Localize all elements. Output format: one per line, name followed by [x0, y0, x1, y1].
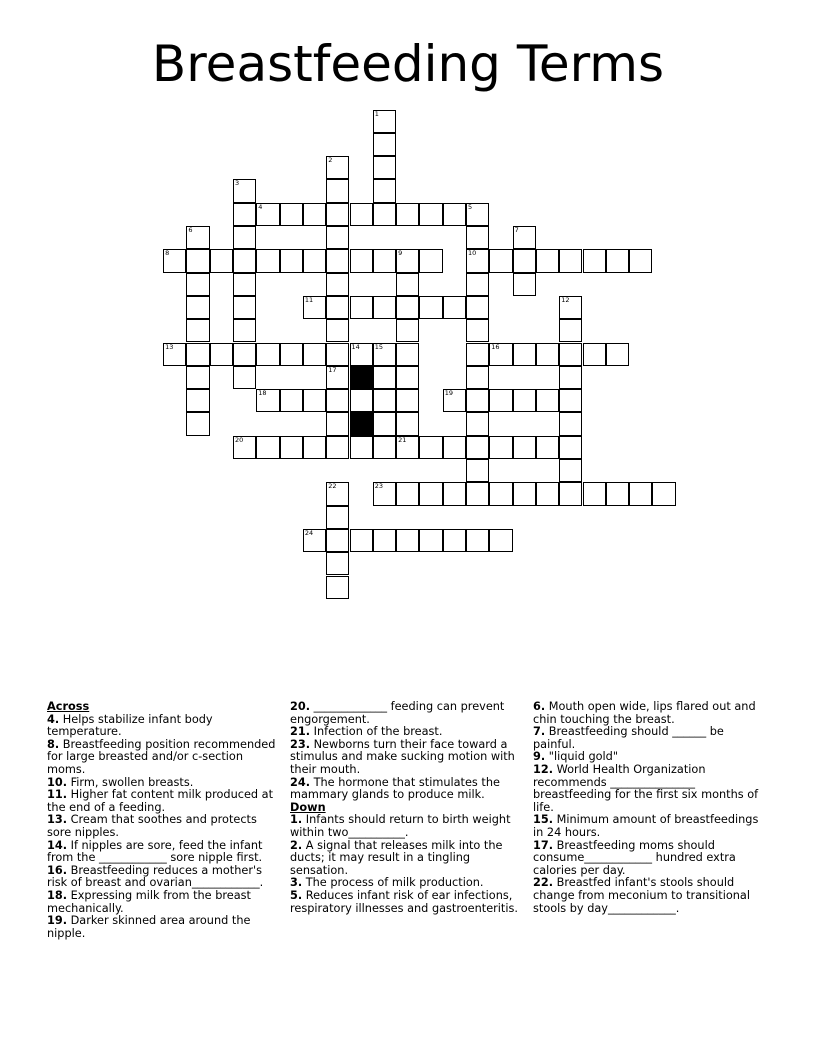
grid-cell[interactable]	[326, 552, 349, 575]
clue-text: Newborns turn their face toward a stimulus and make sucking motion with their mouth.	[290, 737, 515, 776]
grid-cell[interactable]	[466, 296, 489, 319]
clue-number: 20.	[290, 700, 311, 713]
clue-down	[533, 840, 765, 878]
grid-cell[interactable]	[256, 343, 279, 366]
grid-cell[interactable]	[326, 412, 349, 435]
grid-cell[interactable]	[419, 529, 442, 552]
grid-cell[interactable]	[443, 436, 466, 459]
black-cell	[350, 412, 373, 435]
clue-column-3	[533, 701, 765, 915]
grid-cell[interactable]	[210, 343, 233, 366]
clue-text: Helps stabilize infant body temperature.	[47, 712, 213, 739]
grid-cell[interactable]	[396, 203, 419, 226]
grid-cell[interactable]	[233, 203, 256, 226]
grid-cell[interactable]	[513, 273, 536, 296]
clue-down	[533, 764, 765, 814]
grid-cell[interactable]	[466, 343, 489, 366]
clue-text: Reduces infant risk of ear infections, respiratory illnesses and gastroenteritis.	[290, 888, 518, 915]
grid-cell[interactable]	[210, 249, 233, 272]
grid-cell[interactable]	[559, 436, 582, 459]
grid-cell[interactable]	[303, 436, 326, 459]
clue-across	[47, 865, 279, 890]
clue-down	[533, 701, 765, 726]
grid-cell[interactable]	[536, 436, 559, 459]
grid-cell[interactable]	[303, 249, 326, 272]
clue-number: 21.	[290, 725, 311, 739]
grid-cell[interactable]	[536, 343, 559, 366]
clue-across	[47, 789, 279, 814]
grid-cell[interactable]	[326, 203, 349, 226]
grid-cell[interactable]	[466, 203, 489, 226]
grid-cell[interactable]	[513, 482, 536, 505]
clue-down	[290, 890, 522, 915]
grid-cell[interactable]	[186, 412, 209, 435]
grid-cell[interactable]	[559, 412, 582, 435]
grid-cell[interactable]	[186, 319, 209, 342]
grid-cell[interactable]	[559, 389, 582, 412]
clue-number: 1	[374, 109, 379, 118]
grid-cell[interactable]	[233, 366, 256, 389]
grid-cell[interactable]	[419, 296, 442, 319]
grid-cell[interactable]	[583, 249, 606, 272]
clue-number: 12	[561, 295, 570, 304]
grid-cell[interactable]	[443, 389, 466, 412]
grid-cell[interactable]	[233, 179, 256, 202]
clue-text: Mouth open wide, lips flared out and chin touching the breast.	[533, 700, 756, 726]
grid-cell[interactable]	[489, 249, 512, 272]
grid-cell[interactable]	[186, 273, 209, 296]
grid-cell[interactable]	[350, 203, 373, 226]
grid-cell[interactable]	[233, 226, 256, 249]
grid-cell[interactable]	[606, 482, 629, 505]
clue-text: Cream that soothes and protects sore nipples.	[47, 813, 257, 839]
clue-text: Breastfeeding reduces a mother's risk of breast and ovarian____________.	[47, 863, 264, 890]
clue-text: Darker skinned area around the nipple.	[47, 914, 251, 940]
grid-cell[interactable]	[396, 296, 419, 319]
grid-cell[interactable]	[466, 459, 489, 482]
grid-cell[interactable]	[303, 389, 326, 412]
grid-cell[interactable]	[186, 389, 209, 412]
grid-cell[interactable]	[559, 366, 582, 389]
grid-cell[interactable]	[280, 249, 303, 272]
clue-number: 19	[444, 389, 453, 398]
clue-text: World Health Organization recommends _______________ breastfeeding for the first six months of life.	[533, 762, 759, 814]
grid-cell[interactable]	[466, 319, 489, 342]
clue-number: 5.	[290, 888, 303, 902]
grid-cell[interactable]	[536, 482, 559, 505]
grid-cell[interactable]	[513, 436, 536, 459]
clue-text: "liquid gold"	[545, 750, 619, 764]
clue-number: 23.	[290, 737, 311, 751]
grid-cell[interactable]	[233, 319, 256, 342]
clue-number: 8.	[47, 737, 60, 751]
grid-cell[interactable]	[280, 389, 303, 412]
clue-number: 4	[258, 202, 263, 211]
grid-cell[interactable]	[559, 459, 582, 482]
clue-down	[290, 814, 522, 839]
grid-cell[interactable]	[163, 249, 186, 272]
clue-text: Infants should return to birth weight within two__________.	[290, 813, 511, 839]
clue-number: 18	[258, 389, 267, 398]
page-title: Breastfeeding Terms	[151, 35, 665, 93]
grid-cell[interactable]	[466, 226, 489, 249]
grid-cell[interactable]	[326, 436, 349, 459]
grid-cell[interactable]	[256, 249, 279, 272]
grid-cell[interactable]	[326, 506, 349, 529]
clue-down	[533, 814, 765, 839]
grid-cell[interactable]	[326, 179, 349, 202]
clue-down	[533, 726, 765, 751]
clue-column-1	[47, 701, 279, 940]
clue-number: 21	[398, 435, 407, 444]
grid-cell[interactable]	[419, 436, 442, 459]
grid-cell[interactable]	[350, 389, 373, 412]
grid-cell[interactable]	[373, 482, 396, 505]
clue-across	[47, 714, 279, 739]
clue-across	[47, 915, 279, 940]
clue-number: 15	[374, 342, 384, 351]
grid-cell[interactable]	[489, 529, 512, 552]
grid-cell[interactable]	[326, 226, 349, 249]
grid-cell[interactable]	[326, 389, 349, 412]
grid-cell[interactable]	[326, 296, 349, 319]
grid-cell[interactable]	[396, 412, 419, 435]
grid-cell[interactable]	[513, 389, 536, 412]
grid-cell[interactable]	[373, 529, 396, 552]
grid-cell[interactable]	[559, 249, 582, 272]
grid-cell[interactable]	[443, 203, 466, 226]
clue-number: 6	[188, 226, 193, 234]
grid-cell[interactable]	[280, 203, 303, 226]
clue-text: Breastfeeding moms should consume____________ hundred extra calories per day.	[533, 838, 736, 877]
clue-number: 16	[491, 342, 500, 351]
grid-cell[interactable]	[396, 482, 419, 505]
grid-cell[interactable]	[606, 249, 629, 272]
clue-number: 10	[468, 249, 477, 258]
clue-text: A signal that releases milk into the ducts; it may result in a tingling sensation.	[290, 838, 503, 877]
grid-cell[interactable]	[373, 249, 396, 272]
black-cell	[350, 366, 373, 389]
grid-cell[interactable]	[559, 319, 582, 342]
clue-text: Higher fat content milk produced at the end of a feeding.	[47, 788, 274, 814]
clue-number: 14	[351, 342, 360, 351]
grid-cell[interactable]	[419, 249, 442, 272]
grid-cell[interactable]	[373, 389, 396, 412]
clue-number: 9	[398, 249, 403, 258]
grid-cell[interactable]	[396, 273, 419, 296]
grid-cell[interactable]	[303, 203, 326, 226]
clue-text: The hormone that stimulates the mammary glands to produce milk.	[290, 775, 500, 802]
grid-cell[interactable]	[256, 203, 279, 226]
clue-number: 22	[328, 482, 337, 491]
grid-cell[interactable]	[186, 249, 209, 272]
clue-number: 13.	[47, 813, 68, 827]
clue-down	[533, 877, 765, 915]
grid-cell[interactable]	[326, 482, 349, 505]
grid-cell[interactable]	[326, 366, 349, 389]
grid-cell[interactable]	[373, 179, 396, 202]
grid-cell[interactable]	[326, 529, 349, 552]
clue-number: 13	[165, 342, 174, 351]
grid-cell[interactable]	[629, 482, 652, 505]
clue-across	[290, 701, 522, 726]
grid-cell[interactable]	[233, 343, 256, 366]
clue-text: If nipples are sore, feed the infant from the ____________ sore nipple first.	[47, 838, 263, 865]
grid-cell[interactable]	[186, 366, 209, 389]
grid-cell[interactable]	[233, 296, 256, 319]
grid-cell[interactable]	[652, 482, 675, 505]
clue-text: Breastfeeding should ______ be painful.	[533, 725, 724, 751]
grid-cell[interactable]	[396, 343, 419, 366]
grid-cell[interactable]	[373, 296, 396, 319]
grid-cell[interactable]	[186, 343, 209, 366]
grid-cell[interactable]	[419, 203, 442, 226]
grid-cell[interactable]	[559, 482, 582, 505]
grid-cell[interactable]	[489, 436, 512, 459]
clue-number: 6.	[533, 700, 546, 713]
clue-number: 7.	[533, 725, 546, 739]
clue-number: 17	[328, 365, 337, 374]
grid-cell[interactable]	[350, 343, 373, 366]
clue-number: 15.	[533, 813, 554, 827]
clue-number: 24	[304, 528, 314, 537]
grid-cell[interactable]	[559, 343, 582, 366]
clue-number: 14.	[47, 838, 68, 852]
grid-cell[interactable]	[583, 482, 606, 505]
grid-cell[interactable]	[606, 343, 629, 366]
clue-number: 9.	[533, 750, 546, 764]
grid-cell[interactable]	[466, 529, 489, 552]
clue-text: Expressing milk from the breast mechanically.	[47, 888, 251, 915]
grid-cell[interactable]	[373, 203, 396, 226]
grid-cell[interactable]	[326, 156, 349, 179]
clue-text: Breastfed infant's stools should change from meconium to transitional stools by day____________.	[533, 876, 750, 915]
grid-cell[interactable]	[466, 482, 489, 505]
clue-text: Firm, swollen breasts.	[67, 775, 194, 789]
clue-column-2	[290, 701, 522, 915]
grid-cell[interactable]	[350, 529, 373, 552]
grid-cell[interactable]	[466, 273, 489, 296]
clue-number: 8	[165, 249, 170, 258]
grid-cell[interactable]	[466, 249, 489, 272]
clue-number: 2.	[290, 838, 303, 852]
clue-across	[47, 840, 279, 865]
clue-across	[47, 890, 279, 915]
grid-cell[interactable]	[326, 576, 349, 599]
grid-cell[interactable]	[373, 156, 396, 179]
clue-text: Minimum amount of breastfeedings in 24 hours.	[533, 813, 759, 839]
clue-number: 3.	[290, 876, 303, 890]
clue-number: 11.	[47, 788, 68, 802]
clue-number: 16.	[47, 863, 68, 877]
grid-cell[interactable]	[373, 412, 396, 435]
grid-cell[interactable]	[489, 343, 512, 366]
clue-down	[290, 840, 522, 878]
clue-number: 23	[374, 482, 384, 491]
clue-number: 3	[235, 179, 240, 188]
grid-cell[interactable]	[396, 389, 419, 412]
clue-text: The process of milk production.	[302, 876, 484, 890]
grid-cell[interactable]	[466, 389, 489, 412]
clue-number: 1.	[290, 813, 303, 827]
clue-text: Infection of the breast.	[310, 725, 443, 739]
grid-cell[interactable]	[443, 529, 466, 552]
grid-cell[interactable]	[186, 296, 209, 319]
grid-cell[interactable]	[326, 273, 349, 296]
grid-cell[interactable]	[443, 296, 466, 319]
grid-cell[interactable]	[303, 529, 326, 552]
grid-cell[interactable]	[326, 319, 349, 342]
clue-heading: Down	[290, 800, 326, 814]
grid-cell[interactable]	[536, 389, 559, 412]
grid-cell[interactable]	[280, 436, 303, 459]
clue-across	[290, 739, 522, 777]
grid-cell[interactable]	[559, 296, 582, 319]
grid-cell[interactable]	[373, 133, 396, 156]
clue-across	[47, 739, 279, 777]
clue-number: 24.	[290, 775, 311, 789]
grid-cell[interactable]	[233, 436, 256, 459]
grid-cell[interactable]	[326, 249, 349, 272]
grid-cell[interactable]	[629, 249, 652, 272]
grid-cell[interactable]	[373, 110, 396, 133]
clue-number: 5	[468, 202, 473, 211]
grid-cell[interactable]	[396, 319, 419, 342]
grid-cell[interactable]	[536, 249, 559, 272]
grid-cell[interactable]	[489, 389, 512, 412]
grid-cell[interactable]	[350, 296, 373, 319]
grid-cell[interactable]	[280, 343, 303, 366]
grid-cell[interactable]	[443, 482, 466, 505]
clue-number: 4.	[47, 712, 60, 726]
clue-heading: Across	[47, 700, 90, 713]
clue-number: 19.	[47, 914, 68, 928]
grid-cell[interactable]	[396, 436, 419, 459]
grid-cell[interactable]	[373, 366, 396, 389]
clue-across	[290, 777, 522, 802]
clue-across	[47, 814, 279, 839]
grid-cell[interactable]	[513, 343, 536, 366]
grid-cell[interactable]	[513, 249, 536, 272]
clue-number: 11	[304, 295, 314, 304]
grid-cell[interactable]	[583, 343, 606, 366]
clue-number: 18.	[47, 888, 68, 902]
grid-cell[interactable]	[326, 343, 349, 366]
clue-number: 7	[514, 226, 519, 234]
grid-cell[interactable]	[396, 366, 419, 389]
clue-number: 12.	[533, 762, 554, 776]
grid-cell[interactable]	[513, 226, 536, 249]
grid-cell[interactable]	[303, 343, 326, 366]
grid-cell[interactable]	[396, 529, 419, 552]
clue-number: 20	[235, 435, 244, 444]
grid-cell[interactable]	[466, 366, 489, 389]
grid-cell[interactable]	[303, 296, 326, 319]
clue-text: Breastfeeding position recommended for large breasted and/or c-section moms.	[47, 737, 276, 776]
grid-cell[interactable]	[256, 389, 279, 412]
clue-number: 17.	[533, 838, 554, 852]
grid-cell[interactable]	[489, 482, 512, 505]
grid-cell[interactable]	[163, 343, 186, 366]
grid-cell[interactable]	[373, 343, 396, 366]
grid-cell[interactable]	[256, 436, 279, 459]
grid-cell[interactable]	[350, 249, 373, 272]
clue-text: _____________ feeding can prevent engorgement.	[290, 700, 505, 726]
grid-cell[interactable]	[466, 436, 489, 459]
grid-cell[interactable]	[350, 436, 373, 459]
grid-cell[interactable]	[419, 482, 442, 505]
grid-cell[interactable]	[186, 226, 209, 249]
grid-cell[interactable]	[396, 249, 419, 272]
grid-cell[interactable]	[466, 412, 489, 435]
clue-number: 2	[328, 156, 333, 165]
grid-cell[interactable]	[233, 249, 256, 272]
clue-number: 22.	[533, 876, 554, 890]
grid-cell[interactable]	[373, 436, 396, 459]
grid-cell[interactable]	[233, 273, 256, 296]
clue-number: 10.	[47, 775, 68, 789]
